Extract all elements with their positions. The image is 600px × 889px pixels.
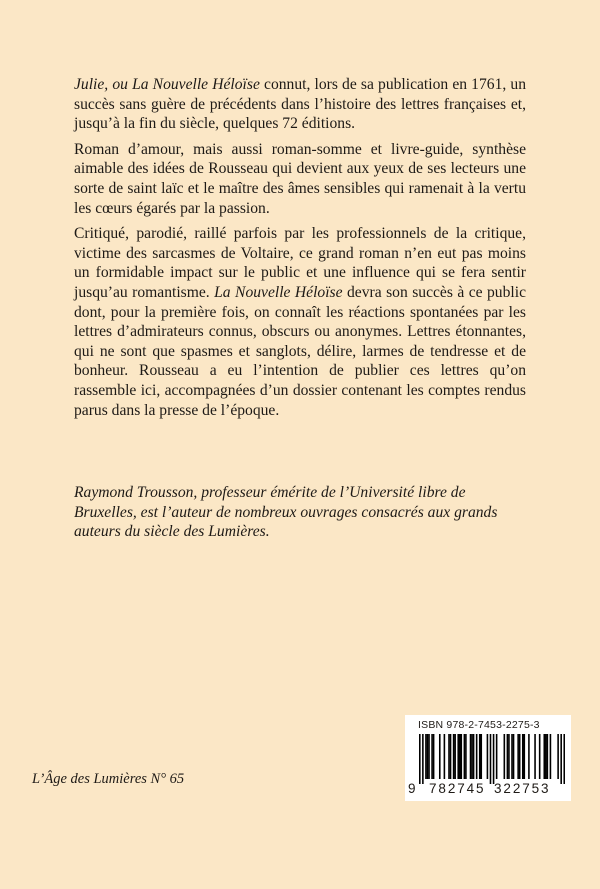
ean-first-digit: 9 bbox=[408, 781, 416, 796]
barcode-bar bbox=[453, 734, 455, 779]
barcode-bar bbox=[465, 734, 467, 779]
barcode-bar bbox=[470, 734, 472, 779]
barcode-bar bbox=[528, 734, 530, 779]
book-title-inline: La Nouvelle Héloïse bbox=[214, 283, 343, 301]
paragraph-1 bbox=[74, 75, 526, 134]
blurb bbox=[74, 75, 526, 426]
book-title: Julie, ou La Nouvelle Héloïse bbox=[74, 76, 260, 93]
barcode-bar bbox=[522, 734, 524, 779]
barcode-bar bbox=[460, 734, 462, 779]
barcode-bar bbox=[480, 734, 482, 779]
paragraph-2 bbox=[74, 140, 526, 218]
barcode-bar bbox=[471, 734, 473, 779]
barcode-bar bbox=[504, 734, 506, 779]
barcode-bar bbox=[444, 734, 446, 779]
barcode-bar bbox=[560, 734, 562, 784]
barcode-bar bbox=[459, 734, 461, 779]
barcode-bar bbox=[450, 734, 452, 779]
barcode-bar bbox=[513, 734, 515, 779]
barcode-bar bbox=[476, 734, 478, 779]
paragraph-2-text: Roman d’amour, mais aussi roman-somme et livre-guide, synthèse aimable des idées de Rousseau qui devient aux yeux de ses lecteurs une sorte de saint laïc et le maître des âmes sensibles qui ramenait à la vertu les cœurs égarés par la passion. bbox=[74, 140, 526, 217]
barcode-bar bbox=[539, 734, 541, 779]
barcode-bar bbox=[419, 734, 421, 784]
barcode-bar bbox=[428, 734, 430, 779]
barcode-bar bbox=[427, 734, 429, 779]
barcode-bar bbox=[517, 734, 519, 779]
paragraph-3 bbox=[74, 224, 526, 420]
barcode-bar bbox=[550, 734, 552, 779]
barcode-bar bbox=[507, 734, 509, 779]
barcode-bar bbox=[479, 734, 481, 779]
barcode-bar bbox=[425, 734, 427, 779]
paragraph-3-text-after: devra son succès à ce public dont, pour la première fois, on connaît les réactions spontanées par les lettres d’admirateurs connus, obscurs ou anonymes. Lettres étonnantes, qui ne sont que spasmes et sanglots, délire, larmes de tendresse et de bonheur. Rousseau a eu l’intention de publier ces lettres qu’on rassemble ici, accompagnées d’un dossier contenant les comptes rendus parus dans la presse de l’époque. bbox=[74, 283, 526, 419]
barcode-bar bbox=[563, 734, 565, 784]
barcode-bar bbox=[496, 734, 498, 779]
author-note: Raymond Trousson, professeur émérite de l’Université libre de Bruxelles, est l’auteur de nombreux ouvrages consacrés aux grands auteurs du siècle des Lumières. bbox=[74, 484, 498, 541]
barcode-bar bbox=[534, 734, 536, 779]
barcode-icon bbox=[419, 734, 565, 784]
barcode-bar bbox=[431, 734, 433, 779]
isbn-label: ISBN 978-2-7453-2275-3 bbox=[418, 719, 540, 731]
paragraph-1-text: connut, lors de sa publication en 1761, un succès sans guère de précédents dans l’histoire des lettres françaises et, jusqu’à la fin du siècle, quelques 72 éditions. bbox=[74, 76, 526, 133]
barcode-bar bbox=[545, 734, 547, 779]
barcode-bar bbox=[557, 734, 559, 779]
barcode-bar bbox=[439, 734, 441, 779]
barcode-bar bbox=[433, 734, 435, 779]
barcode-bar bbox=[547, 734, 549, 779]
series-label: L’Âge des Lumières N° 65 bbox=[32, 771, 185, 787]
barcode-bar bbox=[511, 734, 513, 779]
barcode-bar bbox=[487, 734, 489, 779]
barcode-bar bbox=[493, 734, 495, 784]
barcode-bar bbox=[464, 734, 466, 779]
barcode-bar bbox=[490, 734, 492, 784]
barcode-bar bbox=[454, 734, 456, 779]
barcode-bar bbox=[422, 734, 424, 784]
barcode-bar bbox=[457, 734, 459, 779]
barcode-bar bbox=[473, 734, 475, 779]
barcode-bar bbox=[448, 734, 450, 779]
barcode-bar bbox=[519, 734, 521, 779]
paragraph-3-text-before: Critiqué, parodié, raillé parfois par les professionnels de la critique, victime des sarcasmes de Voltaire, ce grand roman n’en eut pas moins un formidable impact sur le public et une influence qui se fera sentir jusqu’au romantisme. bbox=[74, 225, 526, 301]
barcode-bar bbox=[524, 734, 526, 779]
ean-left-group: 782745 bbox=[429, 781, 486, 796]
barcode-bar bbox=[543, 734, 545, 779]
barcode-bar bbox=[508, 734, 510, 779]
barcode-block bbox=[405, 715, 571, 801]
ean-right-group: 322753 bbox=[494, 781, 551, 796]
